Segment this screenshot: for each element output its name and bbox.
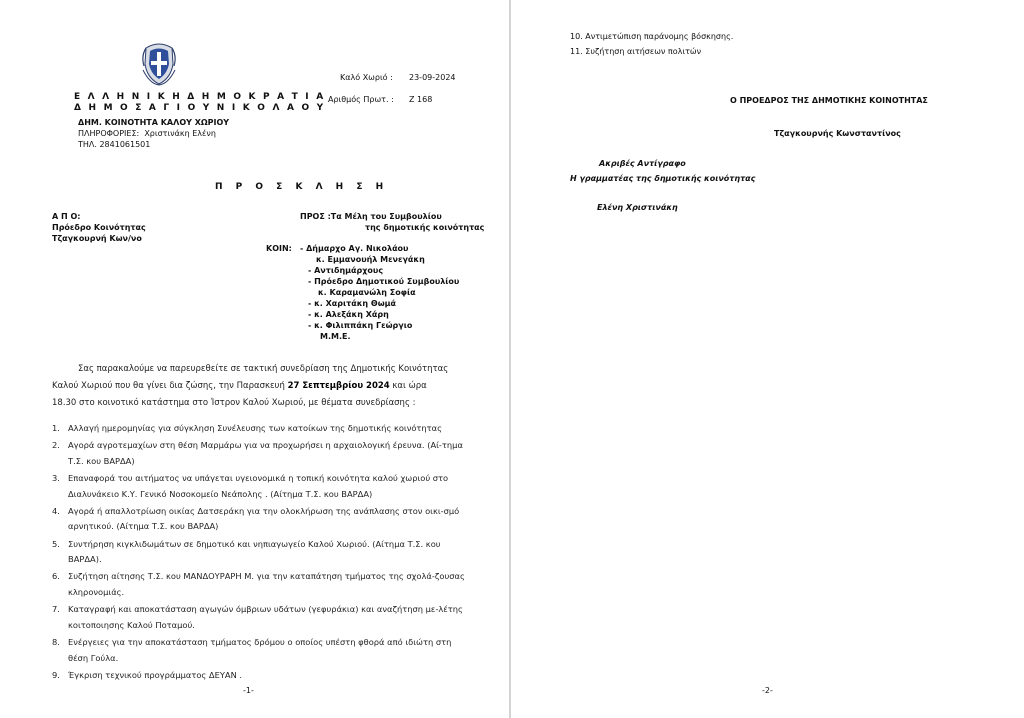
agenda-item: 9. Έγκριση τεχνικού προγράμματος ΔΕΥΑΝ . — [52, 669, 243, 680]
agenda-item-text: Αγορά ή απαλλοτρίωση οικίας Δατσεράκη για την ολοκλήρωση της ανάπλασης στον οικι-σμό αρνητικού. (Αίτημα Τ.Σ. κου ΒΑΡΔΑ) — [68, 505, 460, 532]
document-page-1 — [0, 0, 509, 718]
agenda-item: 5. Συντήρηση κιγκλιδωμάτων σε δημοτικό και νηπιαγωγείο Καλού Χωριού. (Αίτημα Τ.Σ. κου ΒΑΡΔΑ). — [52, 538, 441, 565]
document-title: Π Ρ Ο Σ Κ Λ Η Σ Η — [215, 182, 389, 192]
info-value: Χριστινάκη Ελένη — [144, 129, 216, 138]
info-line — [78, 129, 216, 139]
cc-line: - κ. Αλεξάκη Χάρη — [308, 310, 389, 319]
agenda-item-text: Αλλαγή ημερομηνίας για σύγκληση Συνέλευσης των κατοίκων της δημοτικής κοινότητας — [68, 423, 443, 433]
cc-line: - κ. Φιλιππάκη Γεώργιο — [308, 321, 413, 330]
protocol-label: Αριθμός Πρωτ. : — [328, 95, 394, 104]
secretary-label: Η γραμματέας της δημοτικής κοινότητας — [570, 174, 756, 183]
agenda-item-text: Επαναφορά του αιτήματος να υπάγεται υγειονομικά η τοπική κοινότητα καλού χωριού στο Διαλυνάκειο Κ.Υ. Γενικό Νοσοκομείο Νεάπολης . (Αίτημα Τ.Σ. κου ΒΑΡΔΑ) — [68, 473, 449, 499]
to-line-1: ΠΡΟΣ :Τα Μέλη του Συμβουλίου — [300, 212, 442, 221]
secretary-name: Ελένη Χριστινάκη — [597, 203, 678, 212]
agenda-item: 11. Συζήτηση αιτήσεων πολιτών — [570, 47, 702, 56]
municipality-title: Δ Η Μ Ο Σ Α Γ Ι Ο Υ Ν Ι Κ Ο Λ Α Ο Υ — [74, 103, 326, 113]
body-line-2 — [52, 377, 427, 395]
signatory-name: Τζαγκουρνής Κωνσταντίνος — [774, 129, 901, 138]
agenda-item: 1. Αλλαγή ημερομηνίας για σύγκληση Συνέλευσης των κατοίκων της δημοτικής κοινότητας — [52, 423, 443, 433]
cc-line: κ. Καραμανώλη Σοφία — [318, 288, 416, 297]
from-line-2: Τζαγκουρνή Κων/νο — [52, 234, 142, 243]
agenda-item-text: Συζήτηση αίτησης Τ.Σ. κου ΜΑΝΔΟΥΡΑΡΗ Μ. για την καταπάτηση τμήματος της σχολά-ζουσας κληρονομιάς. — [68, 571, 465, 597]
agenda-item-text: Έγκριση τεχνικού προγράμματος ΔΕΥΑΝ . — [68, 669, 243, 680]
from-label: Α Π Ο: — [52, 212, 81, 221]
page-number: -2- — [762, 686, 773, 695]
to-line-2: της δημοτικής κοινότητας — [365, 223, 485, 232]
from-line-1: Πρόεδρο Κοινότητας — [52, 223, 146, 232]
cc-line: κ. Εμμανουήλ Μενεγάκη — [316, 255, 425, 264]
community-name: ΔΗΜ. ΚΟΙΝΟΤΗΤΑ ΚΑΛΟΥ ΧΩΡΙΟΥ — [78, 118, 230, 127]
cc-line: - Αντιδημάρχους — [308, 266, 384, 275]
agenda-item-text: Αγορά αγροτεμαχίων στη θέση Μαρμάρω για να προχωρήσει η αρχαιολογική έρευνα. (Αί-τημα Τ.Σ. κου ΒΑΡΔΑ) — [68, 440, 463, 466]
page-number: -1- — [243, 686, 254, 695]
cc-line: Μ.Μ.Ε. — [320, 332, 351, 341]
document-page-2 — [511, 0, 1024, 718]
protocol-number: Ζ 168 — [409, 95, 433, 104]
agenda-item: 2. Αγορά αγροτεμαχίων στη θέση Μαρμάρω για να προχωρήσει η αρχαιολογική έρευνα. (Αί-τημα Τ.Σ. κου ΒΑΡΔΑ) — [52, 440, 463, 466]
cc-line: - κ. Χαριτάκη Θωμά — [308, 299, 397, 308]
place-label: Καλό Χωριό : — [340, 73, 393, 82]
agenda-item-text: Καταγραφή και αποκατάσταση αγωγών όμβριων υδάτων (γεφυράκια) και αναζήτηση με-λέτης κοιτοποιησης Καλού Ποταμού. — [68, 604, 463, 630]
agenda-item: 7. Καταγραφή και αποκατάσταση αγωγών όμβριων υδάτων (γεφυράκια) και αναζήτηση με-λέτης κοιτοποιησης Καλού Ποταμού. — [52, 604, 463, 630]
greek-coat-of-arms-icon — [140, 42, 178, 86]
cc-label: ΚΟΙΝ: — [266, 244, 292, 253]
agenda-item-text: Ενέργειες για την αποκατάσταση τμήματος δρόμου ο οποίος υπέστη φθορά από ιδιώτη στη θέση Γούλα. — [68, 637, 452, 663]
body-line-2-b: και ώρα — [389, 381, 427, 391]
meeting-date: 27 Σεπτεμβρίου 2024 — [287, 381, 390, 391]
agenda-item: 8. Ενέργειες για την αποκατάσταση τμήματος δρόμου ο οποίος υπέστη φθορά από ιδιώτη στη θέση Γούλα. — [52, 637, 452, 663]
cc-line: - Πρόεδρο Δημοτικού Συμβουλίου — [308, 277, 460, 286]
phone-number: ΤΗΛ. 2841061501 — [78, 140, 151, 149]
agenda-item: 10. Αντιμετώπιση παράνομης βόσκησης. — [570, 32, 734, 41]
info-label: ΠΛΗΡΟΦΟΡΙΕΣ: — [78, 129, 140, 138]
copy-label: Ακριβές Αντίγραφο — [599, 159, 686, 168]
signatory-title: Ο ΠΡΟΕΔΡΟΣ ΤΗΣ ΔΗΜΟΤΙΚΗΣ ΚΟΙΝΟΤΗΤΑΣ — [730, 96, 928, 105]
cc-line: - Δήμαρχο Αγ. Νικολάου — [300, 244, 409, 253]
body-line-1: Σας παρακαλούμε να παρευρεθείτε σε τακτική συνεδρίαση της Δημοτικής Κοινότητας — [78, 364, 449, 374]
document-date: 23-09-2024 — [409, 73, 456, 82]
body-line-3: 18.30 στο κοινοτικό κατάστημα στο Ίστρον Καλού Χωριού, με θέματα συνεδρίασης : — [52, 398, 416, 408]
agenda-item: 4. Αγορά ή απαλλοτρίωση οικίας Δατσεράκη για την ολοκλήρωση της ανάπλασης στον οικι-σμό αρνητικού. (Αίτημα Τ.Σ. κου ΒΑΡΔΑ) — [52, 505, 460, 532]
agenda-item: 3. Επαναφορά του αιτήματος να υπάγεται υγειονομικά η τοπική κοινότητα καλού χωριού στο Διαλυνάκειο Κ.Υ. Γενικό Νοσοκομείο Νεάπολης . (Αίτημα Τ.Σ. κου ΒΑΡΔΑ) — [52, 473, 449, 499]
agenda-item: 6. Συζήτηση αίτησης Τ.Σ. κου ΜΑΝΔΟΥΡΑΡΗ Μ. για την καταπάτηση τμήματος της σχολά-ζουσας κληρονομιάς. — [52, 571, 465, 597]
agenda-item-text: Συντήρηση κιγκλιδωμάτων σε δημοτικό και νηπιαγωγείο Καλού Χωριού. (Αίτημα Τ.Σ. κου ΒΑΡΔΑ). — [68, 538, 441, 565]
agenda-list — [52, 421, 472, 685]
country-title: Ε Λ Λ Η Ν Ι Κ Η Δ Η Μ Ο Κ Ρ Α Τ Ι Α — [74, 92, 326, 102]
body-line-2-a: Καλού Χωριού που θα γίνει δια ζώσης, την Παρασκευή — [52, 381, 288, 391]
